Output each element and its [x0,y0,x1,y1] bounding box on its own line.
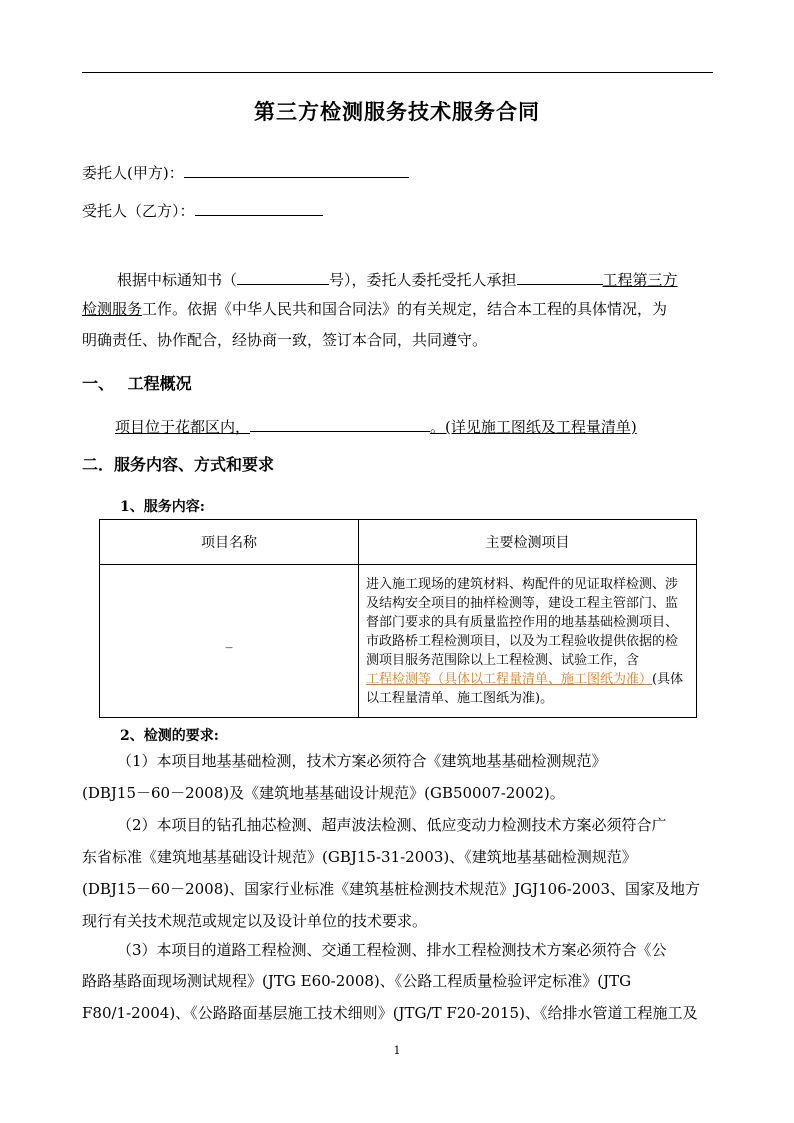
intro-text: 工程第三方 [602,271,678,289]
requirement-3-line-b: 路路基路面现场测试规程》(JTG E60-2008)、《公路工程质量检验评定标准》(JTG [82,972,632,990]
requirements-subheading: 2、检测的要求: [120,728,219,744]
row-highlight-label: 工程检测等（具体以工程量清单、施工图纸为准） [366,671,653,687]
intro-line-3: 明确责任、协作配合，经协商一致，签订本合同，共同遵守。 [82,331,488,349]
client-label: 委托人(甲方)： [82,164,184,182]
client-blank[interactable] [184,161,409,178]
contractor-blank[interactable] [195,199,323,216]
service-content-subheading: 1、服务内容: [120,499,205,515]
intro-line-2 [82,299,667,319]
project-name-blank[interactable] [517,268,603,285]
client-line [82,161,409,183]
location-text: 项目位于花都区内， [115,418,251,436]
intro-text: 号），委托人委托受托人承担 [329,271,517,289]
page-title: 第三方检测服务技术服务合同 [254,99,540,124]
requirement-1-line-a: （1）本项目地基基础检测，技术方案必须符合《建筑地基基础检测规范》 [117,752,607,770]
requirement-2-line-a: （2）本项目的钻孔抽芯检测、超声波法检测、低应变动力检测技术方案必须符合广 [117,816,667,834]
table-row [100,565,697,718]
page-number: 1 [393,1044,401,1057]
contractor-label: 受托人（乙方）： [82,202,195,220]
award-number-blank[interactable] [237,268,329,285]
row-tail-text: (具体以工程量清单、施工图纸为准)。 [366,671,684,706]
requirement-3-line-a: （3）本项目的道路工程检测、交通工程检测、排水工程检测技术方案必须符合《公 [117,941,667,959]
intro-text: 根据中标通知书（ [117,271,238,289]
row-main-items [359,565,697,718]
intro-line-1 [117,268,678,290]
project-location-line [115,415,637,437]
requirement-1-line-b: (DBJ15－60－2008)及《建筑地基基础设计规范》(GB50007-2002)。 [82,784,565,802]
service-table [99,519,697,718]
requirement-2-line-b: 东省标准《建筑地基基础设计规范》(GBJ15-31-2003)、《建筑地基基础检测规范》 [82,848,637,866]
requirement-2-line-c: (DBJ15－60－2008)、国家行业标准《建筑基桩检测技术规范》JGJ106-2003、国家及地方 [82,880,700,898]
intro-text: 检测服务 [82,300,143,318]
requirement-3-line-c: F80/1-2004)、《公路路面基层施工技术细则》(JTG/T F20-2015)、《给排水管道工程施工及 [82,1004,698,1022]
section-1-heading: 一、 工程概况 [82,374,192,393]
location-blank[interactable] [250,415,430,432]
header-main-items: 主要检测项目 [359,520,697,565]
table-header-row [100,520,697,565]
intro-text: 工作。依据《中华人民共和国合同法》的有关规定，结合本工程的具体情况，为 [142,300,668,318]
section-2-heading: 二．服务内容、方式和要求 [82,455,275,474]
header-project-name: 项目名称 [100,520,359,565]
requirement-2-line-d: 现行有关技术规范或规定以及设计单位的技术要求。 [82,912,428,930]
row-project-name: _ [100,565,359,718]
header-rule [82,72,713,73]
contractor-line [82,199,323,221]
location-text: 。(详见施工图纸及工程量清单) [430,418,637,436]
row-text: 进入施工现场的建筑材料、构配件的见证取样检测、涉及结构安全项目的抽样检测等，建设工程主管部门、监督部门要求的具有质量监控作用的地基基础检测项目、市政路桥工程检测项目，以及为工程验收提供依据的检测项目服务范围除以上工程检测、试验工作，含 [366,576,679,668]
